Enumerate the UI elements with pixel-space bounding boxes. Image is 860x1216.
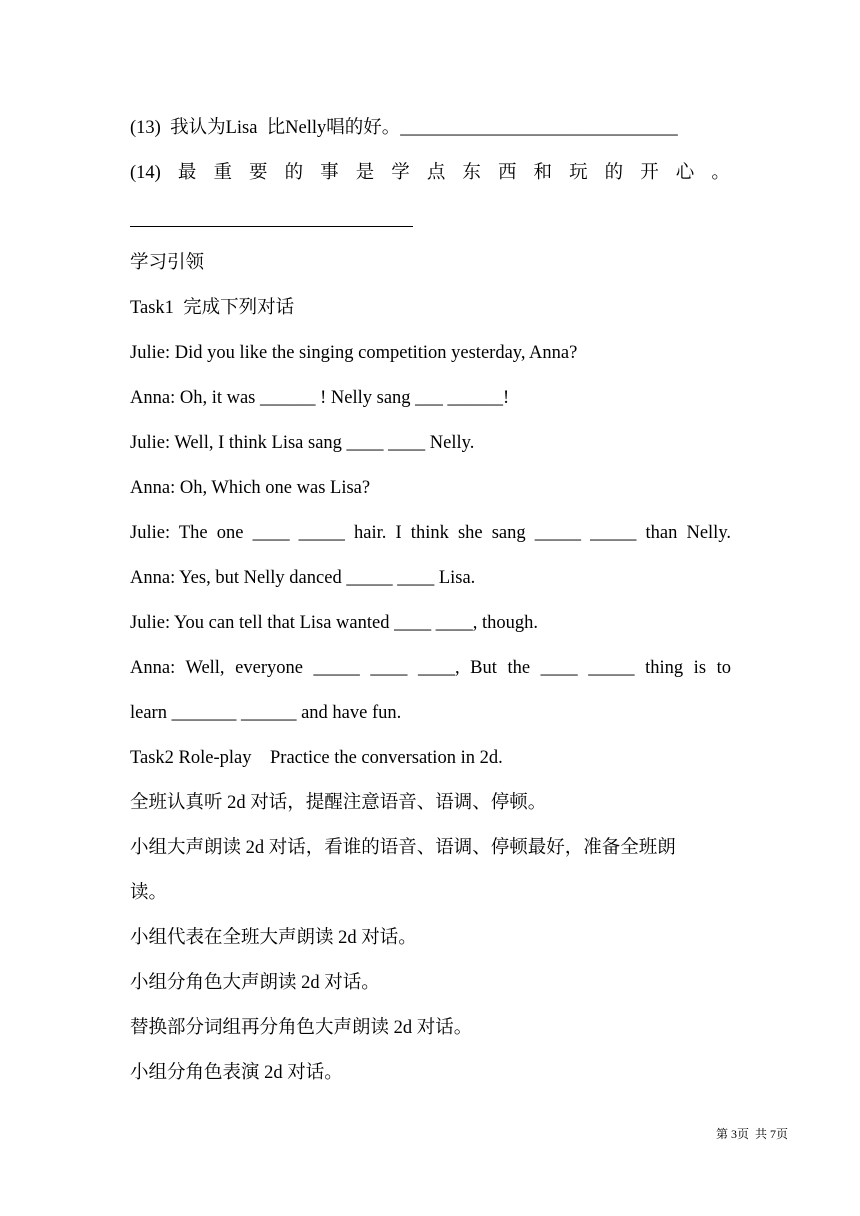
q14-part: 心 bbox=[675, 163, 695, 183]
task2-step: 小组分角色表演 2d 对话。 bbox=[130, 1063, 343, 1083]
task2-step: 小组大声朗读 2d 对话，看谁的语音、语调、停顿最好，准备全班朗 bbox=[130, 838, 676, 858]
q14-part: 开 bbox=[640, 163, 659, 183]
q14-part: (14) bbox=[130, 163, 161, 183]
task2-step: 全班认真听 2d 对话，提醒注意语音、语调、停顿。 bbox=[130, 793, 547, 813]
q14-part: 西 bbox=[497, 163, 517, 183]
dialogue-line: Anna: Well, everyone _____ ____ ____, But the ____ _____ thing is to bbox=[130, 658, 731, 678]
section-title: 学习引领 bbox=[130, 253, 205, 273]
dialogue-line: Julie: You can tell that Lisa wanted ____ ____, though. bbox=[130, 613, 538, 633]
q14-part: 和 bbox=[533, 163, 553, 183]
task2-step: 小组分角色大声朗读 2d 对话。 bbox=[130, 973, 380, 993]
task1-title: Task1 完成下列对话 bbox=[130, 298, 295, 318]
q14-part: 点 bbox=[426, 163, 446, 183]
task2-step: 替换部分词组再分角色大声朗读 2d 对话。 bbox=[130, 1018, 473, 1038]
question-14 bbox=[130, 161, 730, 185]
q14-part: 的 bbox=[604, 163, 624, 183]
task2-title: Task2 Role-play Practice the conversation in 2d. bbox=[130, 748, 503, 768]
dialogue-line: Anna: Oh, Which one was Lisa? bbox=[130, 478, 371, 498]
q14-part: 重 bbox=[213, 163, 232, 183]
dialogue-line: Anna: Oh, it was ______ ! Nelly sang ___ ______! bbox=[130, 388, 510, 408]
task2-step: 读。 bbox=[130, 883, 168, 903]
dialogue-line: learn _______ ______ and have fun. bbox=[130, 703, 402, 723]
dialogue-line: Julie: Did you like the singing competition yesterday, Anna? bbox=[130, 343, 578, 363]
q14-part: 的 bbox=[284, 163, 304, 183]
q14-part: 要 bbox=[249, 163, 268, 183]
q14-part: 学 bbox=[391, 163, 410, 183]
question-13: (13) 我认为Lisa 比Nelly唱的好。______________________________ bbox=[130, 118, 678, 138]
answer-blank-line bbox=[130, 226, 413, 227]
q14-part: 是 bbox=[355, 163, 375, 183]
dialogue-line: Julie: Well, I think Lisa sang ____ ____ Nelly. bbox=[130, 433, 475, 453]
task2-step: 小组代表在全班大声朗读 2d 对话。 bbox=[130, 928, 417, 948]
q14-part: 事 bbox=[320, 163, 339, 183]
q14-part: 东 bbox=[462, 163, 481, 183]
page-footer: 第 3页 共 7页 bbox=[716, 1127, 789, 1141]
dialogue-line: Julie: The one ____ _____ hair. I think she sang _____ _____ than Nelly. bbox=[130, 523, 731, 543]
q14-part: 。 bbox=[711, 163, 730, 183]
q14-part: 最 bbox=[177, 163, 197, 183]
q14-part: 玩 bbox=[569, 163, 588, 183]
dialogue-line: Anna: Yes, but Nelly danced _____ ____ Lisa. bbox=[130, 568, 476, 588]
